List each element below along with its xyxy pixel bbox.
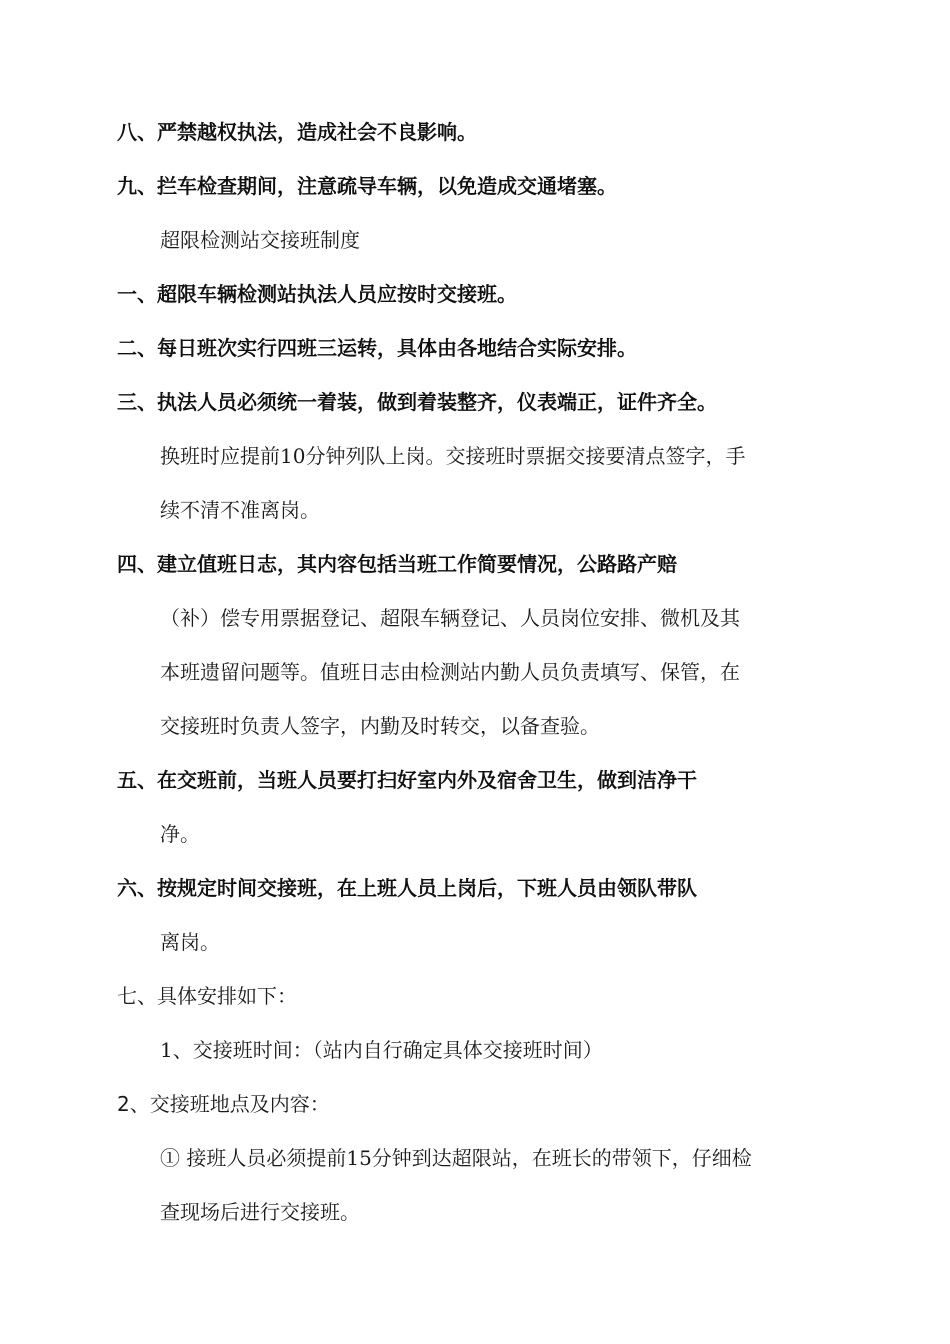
rule-5-continuation: 净。 <box>160 822 200 846</box>
rule-3-detail-line-1: 换班时应提前10分钟列队上岗。交接班时票据交接要清点签字，手 <box>160 444 746 468</box>
rule-1: 一、超限车辆检测站执法人员应按时交接班。 <box>117 282 517 306</box>
item-2-detail-line-1: ① 接班人员必须提前15分钟到达超限站，在班长的带领下，仔细检 <box>160 1146 752 1170</box>
rule-6: 六、按规定时间交接班，在上班人员上岗后，下班人员由领队带队 <box>117 876 697 900</box>
rule-4-detail-line-2: 本班遗留问题等。值班日志由检测站内勤人员负责填写、保管，在 <box>160 660 740 684</box>
rule-4-detail-line-1: （补）偿专用票据登记、超限车辆登记、人员岗位安排、微机及其 <box>160 606 740 630</box>
rule-6-continuation: 离岗。 <box>160 930 220 954</box>
rule-4: 四、建立值班日志，其内容包括当班工作简要情况，公路路产赔 <box>117 552 677 576</box>
rule-2: 二、每日班次实行四班三运转，具体由各地结合实际安排。 <box>117 336 637 360</box>
rule-8: 八、严禁越权执法，造成社会不良影响。 <box>117 120 477 144</box>
rule-5: 五、在交班前，当班人员要打扫好室内外及宿舍卫生，做到洁净干 <box>117 768 697 792</box>
rule-3: 三、执法人员必须统一着装，做到着装整齐，仪表端正，证件齐全。 <box>117 390 717 414</box>
item-2: 2、交接班地点及内容： <box>117 1092 330 1116</box>
rule-3-detail-line-2: 续不清不准离岗。 <box>160 498 320 522</box>
item-1: 1、交接班时间：（站内自行确定具体交接班时间） <box>160 1038 603 1062</box>
item-2-detail-line-2: 查现场后进行交接班。 <box>160 1200 360 1224</box>
rule-4-detail-line-3: 交接班时负责人签字，内勤及时转交，以备查验。 <box>160 714 600 738</box>
rule-9: 九、拦车检查期间，注意疏导车辆，以免造成交通堵塞。 <box>117 174 617 198</box>
rule-7: 七、具体安排如下： <box>117 984 297 1008</box>
section-title: 超限检测站交接班制度 <box>160 228 360 252</box>
